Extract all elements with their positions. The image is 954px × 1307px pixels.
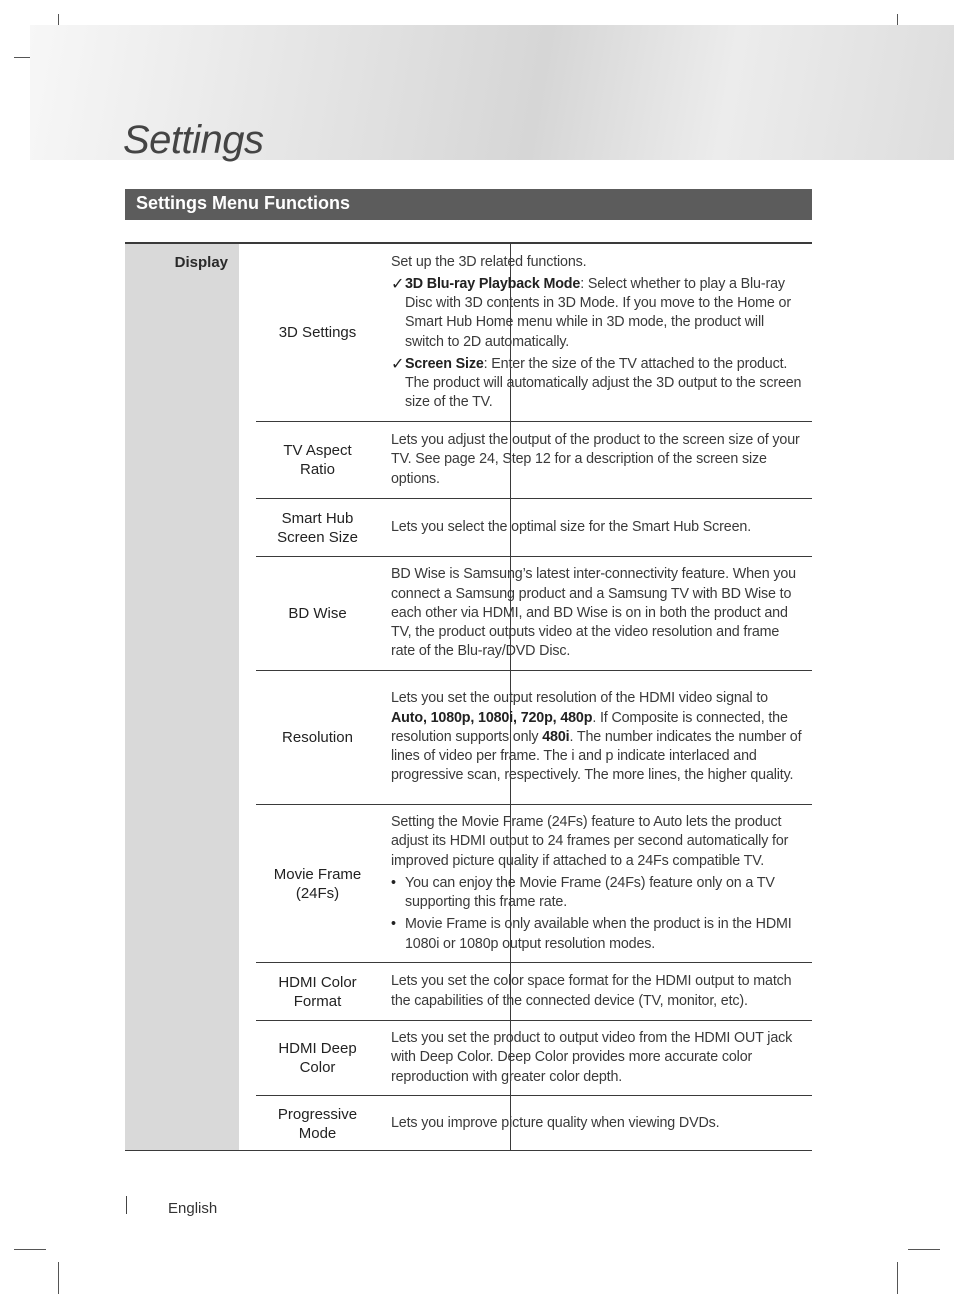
section-title: Settings Menu Functions <box>136 193 350 213</box>
section-title-bar <box>125 189 812 220</box>
list-item <box>391 355 803 413</box>
item-term: 3D Blu-ray Playback Mode <box>405 275 581 292</box>
setting-name: HDMI Deep Color <box>278 1040 357 1076</box>
bullet-icon: • <box>391 874 396 891</box>
setting-name: Resolution <box>282 729 353 746</box>
table-row <box>256 557 812 670</box>
setting-name: BD Wise <box>288 605 347 622</box>
setting-description <box>391 244 803 421</box>
item-text: : Select whether to play a Blu-ray Disc with 3D contents in 3D Mode. If you move to the Home or Smart Hub Home menu while in 3D mode, the product will switch to 2D automatically. <box>405 275 791 350</box>
check-icon: ✓ <box>391 275 405 293</box>
list-item: • Movie Frame is only available when the product is in the HDMI 1080i or 1080p output resolution modes. <box>391 916 792 952</box>
setting-description: Lets you set the product to output video from the HDMI OUT jack with Deep Color. Deep Color provides more accurate color reproduction with greater color depth. <box>391 1030 793 1085</box>
setting-name: TV Aspect Ratio <box>283 442 352 478</box>
list-item: • You can enjoy the Movie Frame (24Fs) feature only on a TV supporting this frame rate. <box>391 874 775 911</box>
item-term: Screen Size <box>405 355 484 372</box>
setting-description: Lets you set the output resolution of the HDMI video signal to Auto, 1080p, 1080i, 720p, 480p. If Composite is connected, the resolution supports only 480i. The number indicates the number of lines of video per frame. The i and p indicate interlaced and progressive scan, respectively. The more lines, the higher quality. <box>391 690 802 784</box>
crop-mark <box>908 1249 940 1250</box>
setting-description: BD Wise is Samsung’s latest inter-connectivity feature. When you connect a Samsung product and a Samsung TV with BD Wise to each other via HDMI, and BD Wise is on in both the product and TV, the product outputs video at the video resolution and frame rate of the Blu-ray/DVD Disc. <box>391 566 796 660</box>
check-icon: ✓ <box>391 355 405 373</box>
setting-name: 3D Settings <box>278 324 357 341</box>
footer-language: English <box>168 1200 218 1217</box>
item-text: : Enter the size of the TV attached to the product. The product will automatically adjust the 3D output to the screen size of the TV. <box>405 355 802 411</box>
table-row <box>256 805 812 962</box>
setting-name: Smart Hub Screen Size <box>277 509 358 546</box>
settings-table <box>125 242 812 1151</box>
crop-mark <box>14 1249 46 1250</box>
setting-name: HDMI Color Format <box>278 973 357 1010</box>
setting-description: Lets you improve picture quality when viewing DVDs. <box>391 1114 720 1131</box>
category-column <box>125 244 239 1150</box>
setting-description: Lets you set the color space format for the HDMI output to match the capabilities of the connected device (TV, monitor, etc). <box>391 973 792 1009</box>
table-row <box>256 963 812 1020</box>
table-row <box>256 422 812 498</box>
category-label: Display <box>174 254 228 271</box>
list-item <box>391 275 803 352</box>
footer-divider <box>126 1196 127 1214</box>
crop-mark <box>897 1262 898 1294</box>
table-row <box>256 671 812 804</box>
setting-name: Movie Frame (24Fs) <box>273 865 362 902</box>
crop-mark <box>58 1262 59 1294</box>
setting-description: Lets you adjust the output of the product to the screen size of your TV. See page 24, Step 12 for a description of the screen size options. <box>391 432 800 487</box>
setting-name: Progressive Mode <box>277 1105 358 1142</box>
setting-description: Lets you select the optimal size for the Smart Hub Screen. <box>391 518 752 535</box>
description-intro: Setting the Movie Frame (24Fs) feature to Auto lets the product adjust its HDMI output to 24 frames per second automatically for improved picture quality if attached to a 24Fs compatible TV. <box>391 814 789 869</box>
table-row <box>256 1021 812 1095</box>
page-title: Settings <box>123 118 264 162</box>
bullet-icon: • <box>391 916 396 933</box>
setting-description <box>391 805 803 962</box>
table-row <box>256 499 812 556</box>
table-row <box>256 1096 812 1151</box>
table-row <box>256 244 812 421</box>
description-intro: Set up the 3D related functions. <box>391 253 587 270</box>
